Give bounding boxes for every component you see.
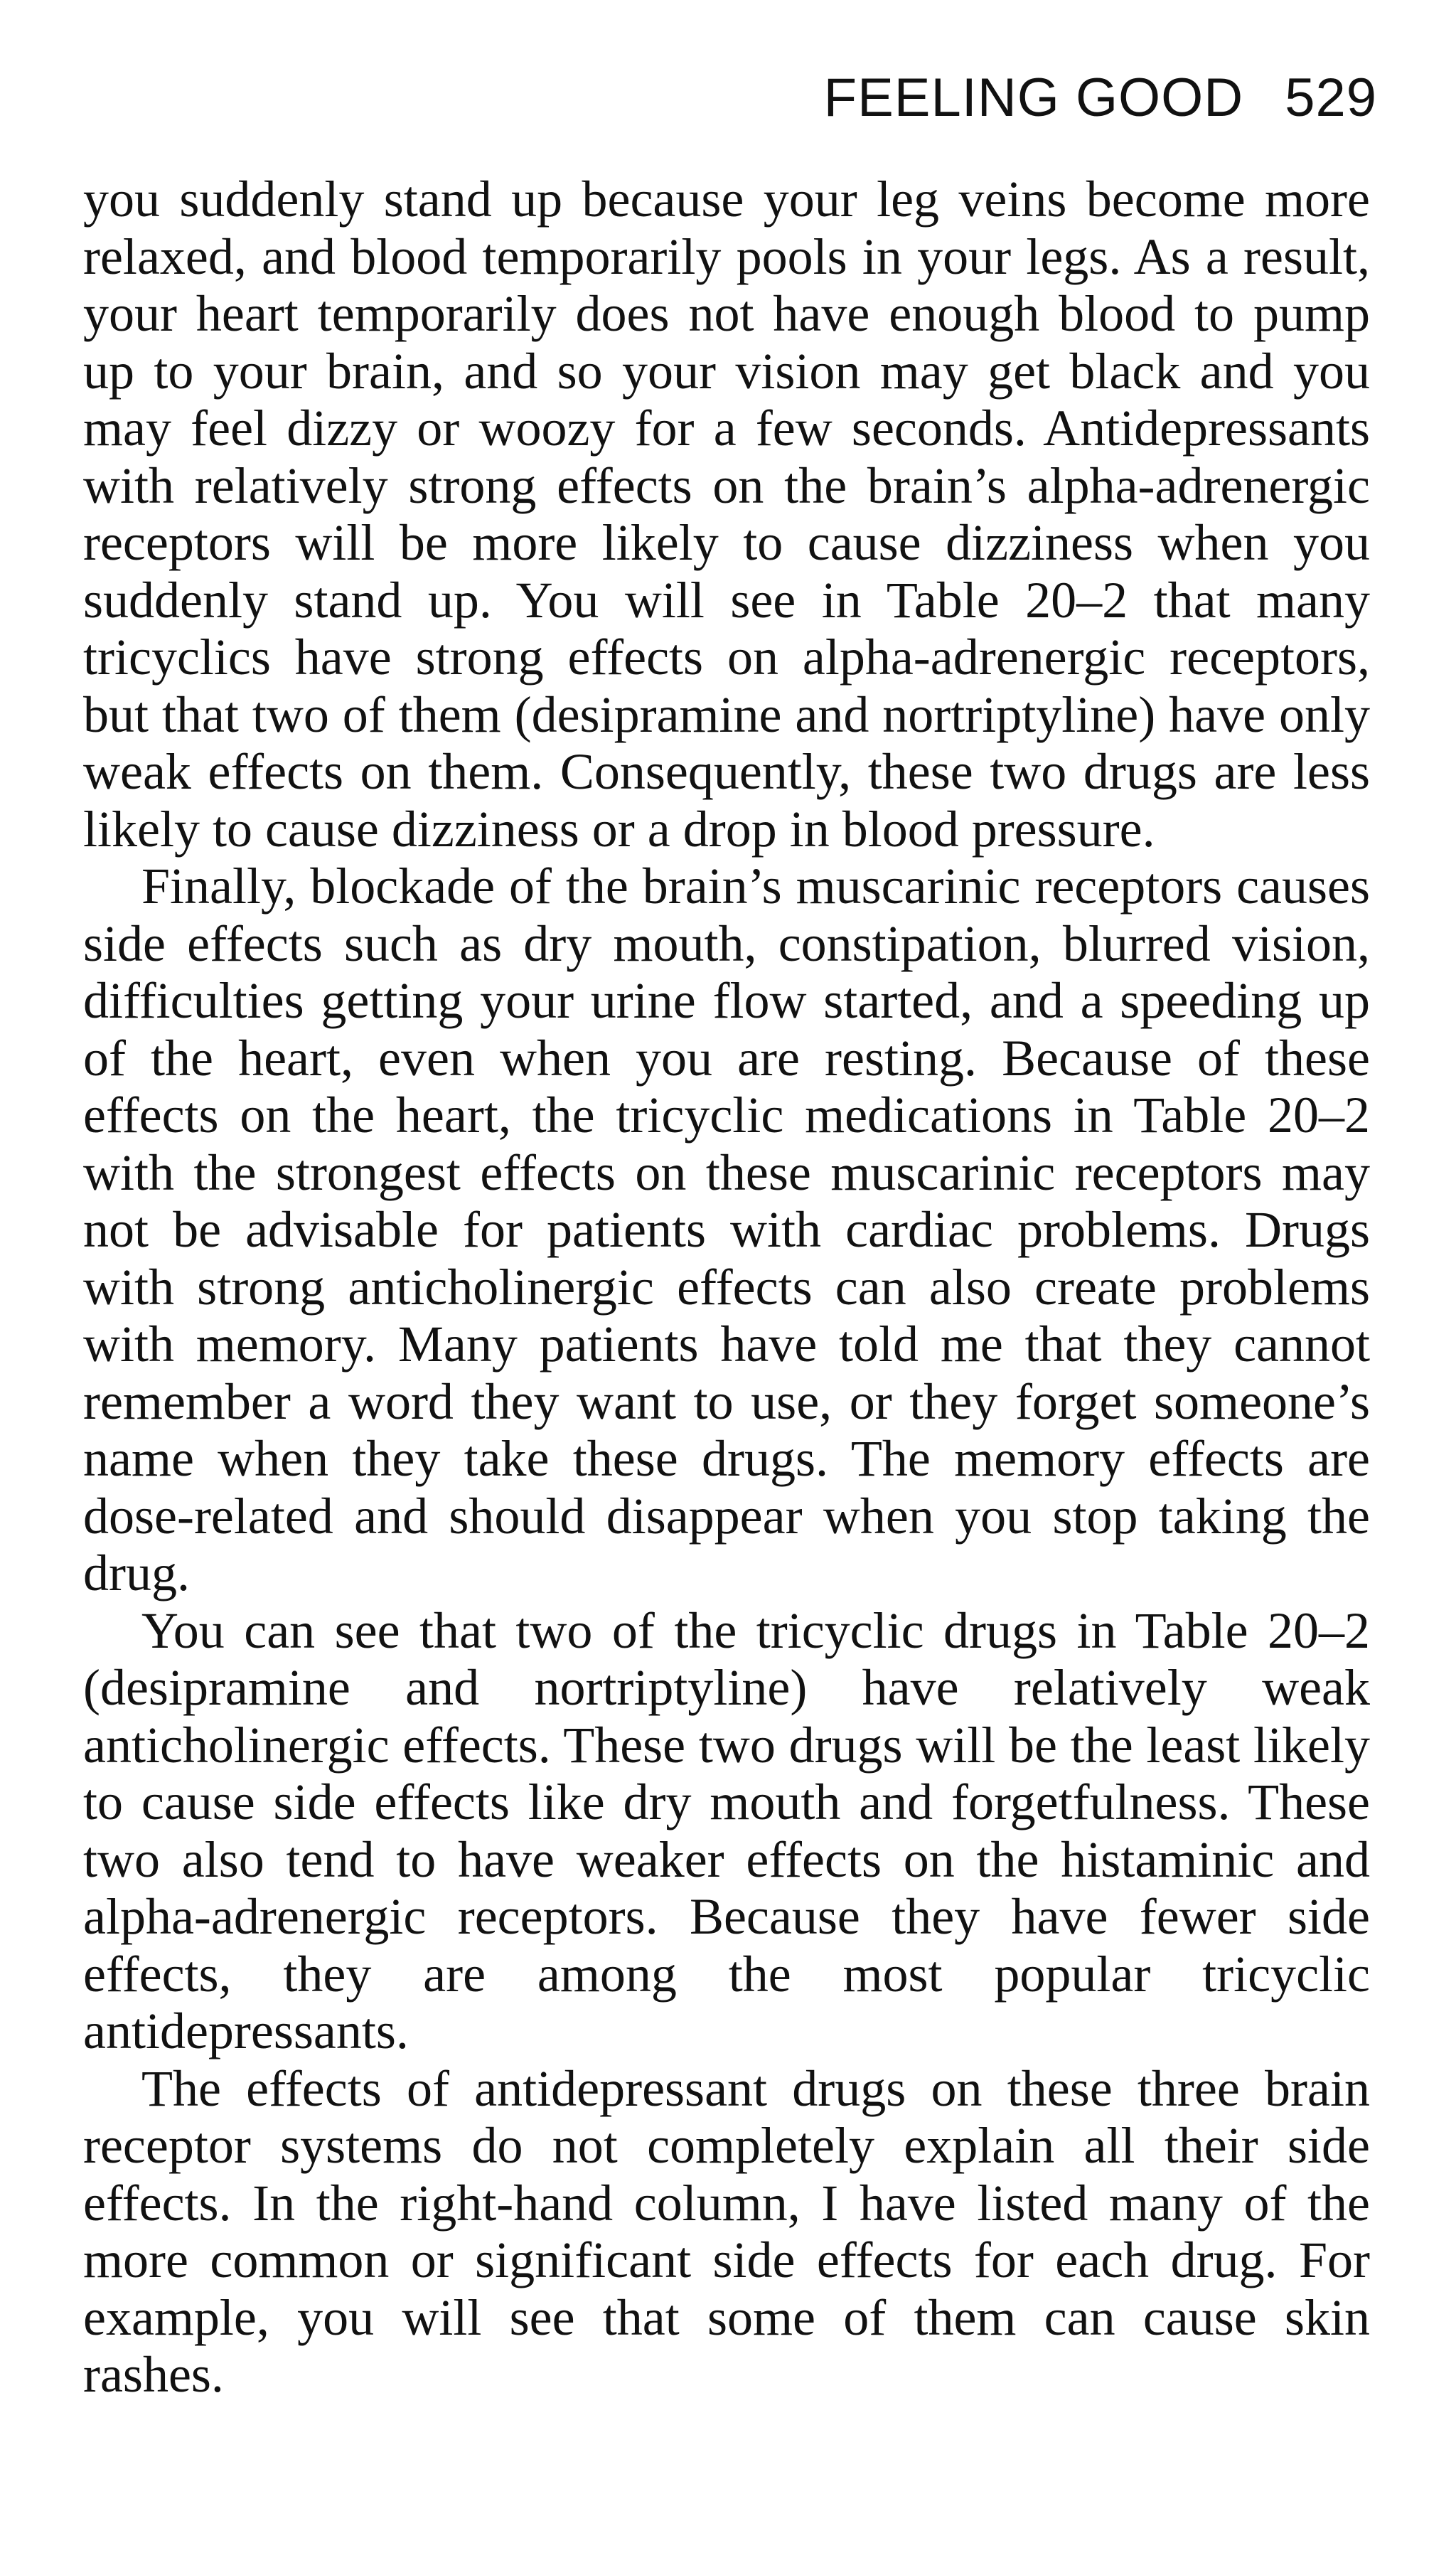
running-head-title: FEELING GOOD — [823, 68, 1244, 128]
running-head — [83, 68, 1377, 128]
page-number: 529 — [1285, 68, 1377, 128]
paragraph-muscarinic: Finally, blockade of the brain’s muscarinic receptors causes side effects such as dry mouth, constipation, blurred vision, difficulties getting your urine flow started, and a speeding up of the heart, even when you are resting. Because of these effects on the heart, the tricyclic medications in Table 20–2 with the strongest effects on these muscarinic receptors may not be advisable for patients with cardiac problems. Drugs with strong anticholinergic effects can also create problems with memory. Many patients have told me that they cannot remember a word they want to use, or they forget someone’s name when they take these drugs. The memory effects are dose-related and should disappear when you stop taking the drug. — [83, 858, 1370, 1601]
paragraph-continued: you suddenly stand up because your leg veins become more relaxed, and blood temporarily pools in your legs. As a result, your heart temporarily does not have enough blood to pump up to your brain, and so your vision may get black and you may feel dizzy or woozy for a few seconds. Antidepressants with relatively strong effects on the brain’s alpha-adrenergic receptors will be more likely to cause dizziness when you suddenly stand up. You will see in Table 20–2 that many tricyclics have strong effects on alpha-adrenergic receptors, but that two of them (desipramine and nortriptyline) have only weak effects on them. Consequently, these two drugs are less likely to cause dizziness or a drop in blood pressure. — [83, 171, 1370, 858]
paragraph-anticholinergic: You can see that two of the tricyclic drugs in Table 20–2 (desipramine and nortriptyline) have relatively weak anticholinergic effects. These two drugs will be the least likely to cause side effects like dry mouth and forgetfulness. These two also tend to have weaker effects on the histaminic and alpha-adrenergic receptors. Because they have fewer side effects, they are among the most popular tricyclic antidepressants. — [83, 1601, 1370, 2059]
paragraph-receptor-systems: The effects of antidepressant drugs on these three brain receptor systems do not completely explain all their side effects. In the right-hand column, I have listed many of the more common or significant side effects for each drug. For example, you will see that some of them can cause skin rashes. — [83, 2059, 1370, 2403]
body-text — [83, 171, 1370, 2404]
